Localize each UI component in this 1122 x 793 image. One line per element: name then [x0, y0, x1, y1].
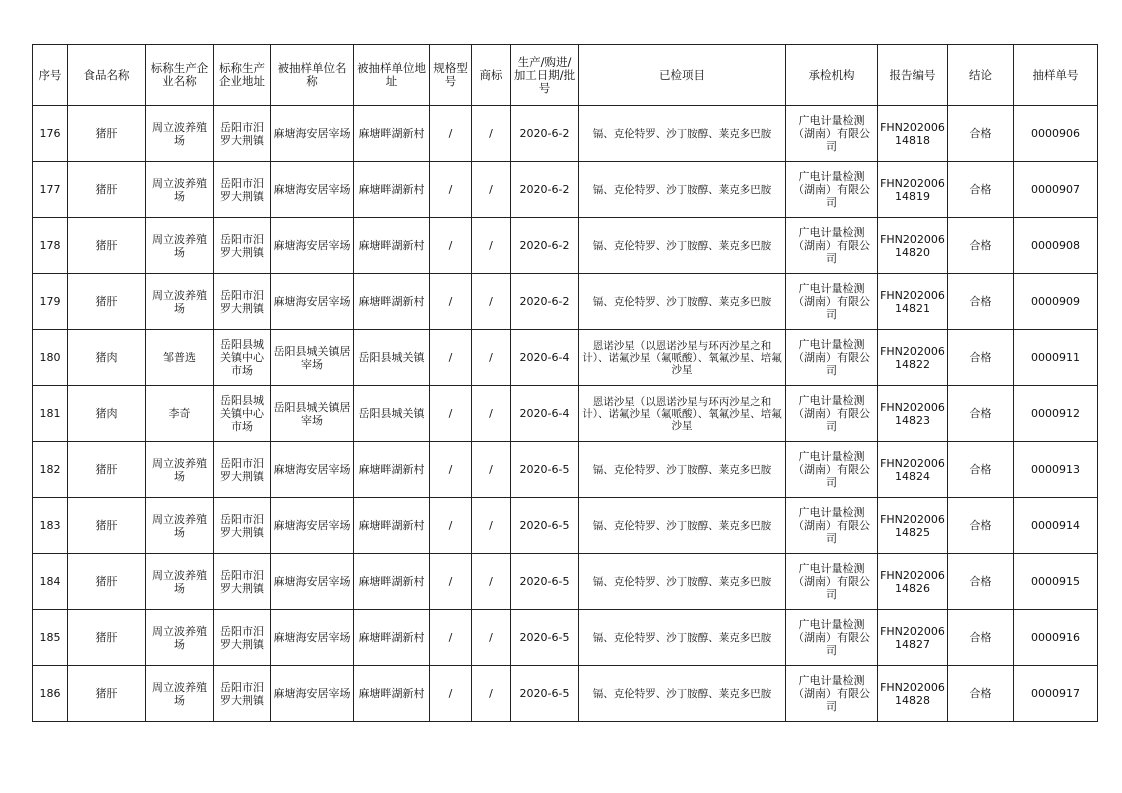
conclusion-cell: 合格	[948, 498, 1014, 554]
brand-cell: /	[472, 386, 511, 442]
testing-lab-cell: 广电计量检测（湖南）有限公司	[786, 442, 878, 498]
testing-lab-cell: 广电计量检测（湖南）有限公司	[786, 330, 878, 386]
header-cell: 已检项目	[579, 45, 786, 106]
spec-model-cell: /	[430, 274, 472, 330]
conclusion-cell: 合格	[948, 442, 1014, 498]
producer-address-cell: 岳阳市汨罗大荆镇	[214, 666, 271, 722]
header-cell: 食品名称	[68, 45, 146, 106]
food-name-cell: 猪肝	[68, 162, 146, 218]
report-number-cell: FHN20200614827	[878, 610, 948, 666]
tested-items-cell: 镉、克伦特罗、沙丁胺醇、莱克多巴胺	[579, 498, 786, 554]
tested-items-cell: 恩诺沙星（以恩诺沙星与环丙沙星之和计）、诺氟沙星（氟哌酸）、氧氟沙星、培氟沙星	[579, 386, 786, 442]
testing-lab-cell: 广电计量检测（湖南）有限公司	[786, 218, 878, 274]
header-cell: 序号	[33, 45, 68, 106]
producer-address-cell: 岳阳县城关镇中心市场	[214, 330, 271, 386]
conclusion-cell: 合格	[948, 666, 1014, 722]
row-number-cell: 176	[33, 106, 68, 162]
sample-number-cell: 0000913	[1014, 442, 1098, 498]
testing-lab-cell: 广电计量检测（湖南）有限公司	[786, 498, 878, 554]
conclusion-cell: 合格	[948, 218, 1014, 274]
sampled-address-cell: 麻塘畔湖新村	[354, 274, 430, 330]
header-cell: 商标	[472, 45, 511, 106]
sample-number-cell: 0000916	[1014, 610, 1098, 666]
producer-address-cell: 岳阳市汨罗大荆镇	[214, 610, 271, 666]
conclusion-cell: 合格	[948, 554, 1014, 610]
spec-model-cell: /	[430, 218, 472, 274]
producer-address-cell: 岳阳市汨罗大荆镇	[214, 162, 271, 218]
sampled-address-cell: 麻塘畔湖新村	[354, 162, 430, 218]
sampled-address-cell: 麻塘畔湖新村	[354, 498, 430, 554]
food-name-cell: 猪肝	[68, 106, 146, 162]
producer-name-cell: 周立波养殖场	[146, 274, 214, 330]
header-cell: 生产/购进/加工日期/批号	[511, 45, 579, 106]
table-row	[33, 498, 1098, 554]
spec-model-cell: /	[430, 442, 472, 498]
sampled-address-cell: 麻塘畔湖新村	[354, 666, 430, 722]
sample-number-cell: 0000907	[1014, 162, 1098, 218]
header-cell: 结论	[948, 45, 1014, 106]
production-date-cell: 2020-6-2	[511, 162, 579, 218]
table-body	[33, 106, 1098, 722]
table-row	[33, 386, 1098, 442]
brand-cell: /	[472, 554, 511, 610]
report-number-cell: FHN20200614828	[878, 666, 948, 722]
table-row	[33, 218, 1098, 274]
sample-number-cell: 0000912	[1014, 386, 1098, 442]
sampled-unit-cell: 麻塘海安居宰场	[271, 554, 354, 610]
header-cell: 规格型号	[430, 45, 472, 106]
sample-number-cell: 0000909	[1014, 274, 1098, 330]
report-number-cell: FHN20200614822	[878, 330, 948, 386]
producer-address-cell: 岳阳市汨罗大荆镇	[214, 106, 271, 162]
table-row	[33, 610, 1098, 666]
brand-cell: /	[472, 442, 511, 498]
food-name-cell: 猪肝	[68, 218, 146, 274]
sample-number-cell: 0000917	[1014, 666, 1098, 722]
header-cell: 被抽样单位地址	[354, 45, 430, 106]
sampled-unit-cell: 麻塘海安居宰场	[271, 218, 354, 274]
food-name-cell: 猪肉	[68, 330, 146, 386]
sampled-unit-cell: 岳阳县城关镇居宰场	[271, 386, 354, 442]
sampled-address-cell: 麻塘畔湖新村	[354, 610, 430, 666]
conclusion-cell: 合格	[948, 162, 1014, 218]
producer-name-cell: 周立波养殖场	[146, 106, 214, 162]
spec-model-cell: /	[430, 106, 472, 162]
food-name-cell: 猪肝	[68, 274, 146, 330]
sampled-unit-cell: 麻塘海安居宰场	[271, 442, 354, 498]
row-number-cell: 179	[33, 274, 68, 330]
food-name-cell: 猪肝	[68, 498, 146, 554]
inspection-table	[32, 44, 1098, 722]
sample-number-cell: 0000911	[1014, 330, 1098, 386]
producer-address-cell: 岳阳县城关镇中心市场	[214, 386, 271, 442]
brand-cell: /	[472, 330, 511, 386]
brand-cell: /	[472, 498, 511, 554]
report-number-cell: FHN20200614824	[878, 442, 948, 498]
row-number-cell: 177	[33, 162, 68, 218]
food-name-cell: 猪肝	[68, 610, 146, 666]
food-name-cell: 猪肝	[68, 442, 146, 498]
sampled-address-cell: 麻塘畔湖新村	[354, 442, 430, 498]
sampled-address-cell: 麻塘畔湖新村	[354, 554, 430, 610]
sampled-unit-cell: 麻塘海安居宰场	[271, 498, 354, 554]
tested-items-cell: 镉、克伦特罗、沙丁胺醇、莱克多巴胺	[579, 106, 786, 162]
sample-number-cell: 0000915	[1014, 554, 1098, 610]
producer-address-cell: 岳阳市汨罗大荆镇	[214, 218, 271, 274]
row-number-cell: 178	[33, 218, 68, 274]
conclusion-cell: 合格	[948, 106, 1014, 162]
row-number-cell: 181	[33, 386, 68, 442]
production-date-cell: 2020-6-5	[511, 554, 579, 610]
sampled-address-cell: 岳阳县城关镇	[354, 330, 430, 386]
table-row	[33, 330, 1098, 386]
report-number-cell: FHN20200614825	[878, 498, 948, 554]
report-number-cell: FHN20200614818	[878, 106, 948, 162]
testing-lab-cell: 广电计量检测（湖南）有限公司	[786, 386, 878, 442]
table-row	[33, 274, 1098, 330]
sampled-address-cell: 麻塘畔湖新村	[354, 106, 430, 162]
conclusion-cell: 合格	[948, 386, 1014, 442]
production-date-cell: 2020-6-2	[511, 218, 579, 274]
producer-name-cell: 周立波养殖场	[146, 498, 214, 554]
production-date-cell: 2020-6-5	[511, 666, 579, 722]
spec-model-cell: /	[430, 610, 472, 666]
producer-name-cell: 周立波养殖场	[146, 554, 214, 610]
producer-name-cell: 周立波养殖场	[146, 442, 214, 498]
sampled-address-cell: 岳阳县城关镇	[354, 386, 430, 442]
tested-items-cell: 镉、克伦特罗、沙丁胺醇、莱克多巴胺	[579, 554, 786, 610]
testing-lab-cell: 广电计量检测（湖南）有限公司	[786, 666, 878, 722]
brand-cell: /	[472, 218, 511, 274]
testing-lab-cell: 广电计量检测（湖南）有限公司	[786, 554, 878, 610]
conclusion-cell: 合格	[948, 330, 1014, 386]
production-date-cell: 2020-6-2	[511, 106, 579, 162]
brand-cell: /	[472, 274, 511, 330]
testing-lab-cell: 广电计量检测（湖南）有限公司	[786, 106, 878, 162]
brand-cell: /	[472, 610, 511, 666]
sample-number-cell: 0000914	[1014, 498, 1098, 554]
header-cell: 承检机构	[786, 45, 878, 106]
producer-address-cell: 岳阳市汨罗大荆镇	[214, 498, 271, 554]
production-date-cell: 2020-6-2	[511, 274, 579, 330]
report-number-cell: FHN20200614826	[878, 554, 948, 610]
table-row	[33, 554, 1098, 610]
production-date-cell: 2020-6-4	[511, 386, 579, 442]
tested-items-cell: 镉、克伦特罗、沙丁胺醇、莱克多巴胺	[579, 666, 786, 722]
producer-name-cell: 周立波养殖场	[146, 666, 214, 722]
producer-name-cell: 邹普选	[146, 330, 214, 386]
row-number-cell: 180	[33, 330, 68, 386]
producer-name-cell: 李奇	[146, 386, 214, 442]
header-cell: 报告编号	[878, 45, 948, 106]
tested-items-cell: 镉、克伦特罗、沙丁胺醇、莱克多巴胺	[579, 162, 786, 218]
sample-number-cell: 0000908	[1014, 218, 1098, 274]
tested-items-cell: 镉、克伦特罗、沙丁胺醇、莱克多巴胺	[579, 274, 786, 330]
production-date-cell: 2020-6-5	[511, 498, 579, 554]
production-date-cell: 2020-6-5	[511, 610, 579, 666]
brand-cell: /	[472, 162, 511, 218]
table-row	[33, 162, 1098, 218]
sampled-unit-cell: 麻塘海安居宰场	[271, 106, 354, 162]
spec-model-cell: /	[430, 330, 472, 386]
report-number-cell: FHN20200614820	[878, 218, 948, 274]
report-number-cell: FHN20200614819	[878, 162, 948, 218]
sampled-unit-cell: 岳阳县城关镇居宰场	[271, 330, 354, 386]
production-date-cell: 2020-6-4	[511, 330, 579, 386]
header-cell: 抽样单号	[1014, 45, 1098, 106]
testing-lab-cell: 广电计量检测（湖南）有限公司	[786, 274, 878, 330]
table-row	[33, 442, 1098, 498]
spec-model-cell: /	[430, 498, 472, 554]
row-number-cell: 182	[33, 442, 68, 498]
spec-model-cell: /	[430, 666, 472, 722]
report-number-cell: FHN20200614821	[878, 274, 948, 330]
spec-model-cell: /	[430, 554, 472, 610]
testing-lab-cell: 广电计量检测（湖南）有限公司	[786, 162, 878, 218]
row-number-cell: 183	[33, 498, 68, 554]
tested-items-cell: 镉、克伦特罗、沙丁胺醇、莱克多巴胺	[579, 610, 786, 666]
sampled-unit-cell: 麻塘海安居宰场	[271, 274, 354, 330]
producer-address-cell: 岳阳市汨罗大荆镇	[214, 442, 271, 498]
row-number-cell: 185	[33, 610, 68, 666]
sampled-unit-cell: 麻塘海安居宰场	[271, 666, 354, 722]
brand-cell: /	[472, 106, 511, 162]
producer-name-cell: 周立波养殖场	[146, 162, 214, 218]
row-number-cell: 186	[33, 666, 68, 722]
spec-model-cell: /	[430, 386, 472, 442]
producer-address-cell: 岳阳市汨罗大荆镇	[214, 554, 271, 610]
report-number-cell: FHN20200614823	[878, 386, 948, 442]
food-name-cell: 猪肉	[68, 386, 146, 442]
header-cell: 标称生产企业名称	[146, 45, 214, 106]
producer-name-cell: 周立波养殖场	[146, 610, 214, 666]
conclusion-cell: 合格	[948, 274, 1014, 330]
sample-number-cell: 0000906	[1014, 106, 1098, 162]
table-row	[33, 666, 1098, 722]
producer-name-cell: 周立波养殖场	[146, 218, 214, 274]
tested-items-cell: 镉、克伦特罗、沙丁胺醇、莱克多巴胺	[579, 442, 786, 498]
header-cell: 标称生产企业地址	[214, 45, 271, 106]
spec-model-cell: /	[430, 162, 472, 218]
production-date-cell: 2020-6-5	[511, 442, 579, 498]
conclusion-cell: 合格	[948, 610, 1014, 666]
header-row	[33, 45, 1098, 106]
header-cell: 被抽样单位名称	[271, 45, 354, 106]
testing-lab-cell: 广电计量检测（湖南）有限公司	[786, 610, 878, 666]
producer-address-cell: 岳阳市汨罗大荆镇	[214, 274, 271, 330]
food-name-cell: 猪肝	[68, 554, 146, 610]
table-row	[33, 106, 1098, 162]
tested-items-cell: 镉、克伦特罗、沙丁胺醇、莱克多巴胺	[579, 218, 786, 274]
sampled-address-cell: 麻塘畔湖新村	[354, 218, 430, 274]
tested-items-cell: 恩诺沙星（以恩诺沙星与环丙沙星之和计）、诺氟沙星（氟哌酸）、氧氟沙星、培氟沙星	[579, 330, 786, 386]
row-number-cell: 184	[33, 554, 68, 610]
sampled-unit-cell: 麻塘海安居宰场	[271, 610, 354, 666]
food-name-cell: 猪肝	[68, 666, 146, 722]
brand-cell: /	[472, 666, 511, 722]
sampled-unit-cell: 麻塘海安居宰场	[271, 162, 354, 218]
